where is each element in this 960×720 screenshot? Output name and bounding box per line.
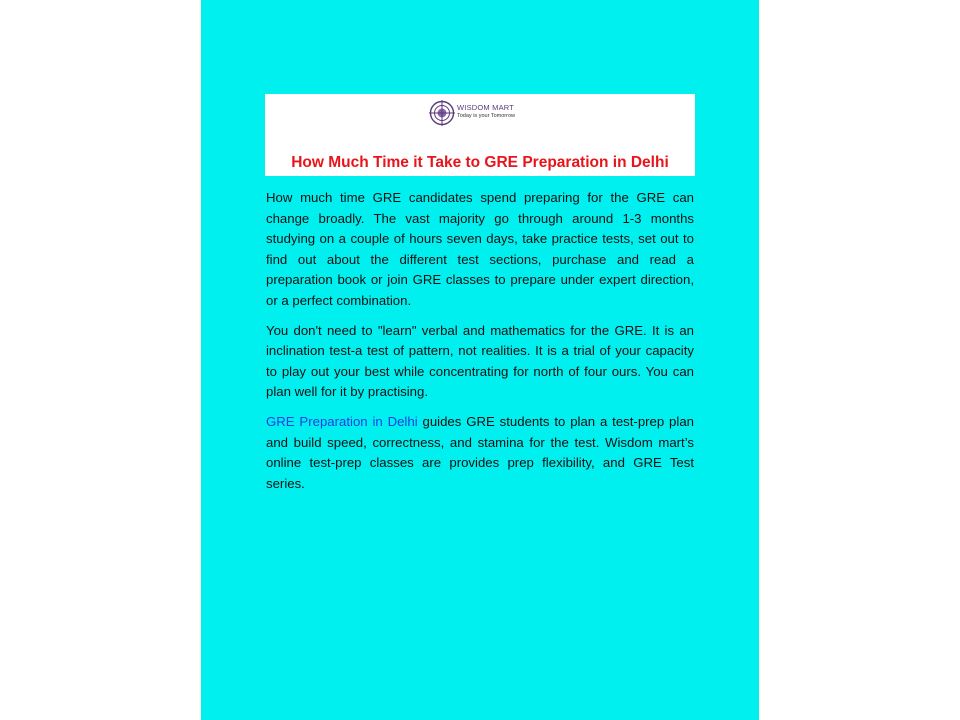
logo-tagline: Today is your Tomorrow [457, 112, 515, 119]
paragraph-2: You don't need to "learn" verbal and mathematics for the GRE. It is an inclination test-a test of pattern, not realities. It is a trial of your capacity to play out your best while concentrating for north of four ours. You can plan well for it by practising. [266, 322, 694, 399]
paragraph-3 [266, 412, 694, 494]
target-icon [429, 100, 455, 126]
logo [429, 98, 539, 128]
paragraph-3-text: guides GRE students to plan a test-prep plan and build speed, correctness, and stamina for the test. Wisdom mart’s online test-prep classes are provides prep flexibility, and GRE Test series. [266, 414, 694, 491]
gre-preparation-link[interactable]: GRE Preparation in Delhi [266, 414, 418, 429]
document-page [201, 0, 759, 720]
header-banner [265, 94, 695, 176]
paragraph-1: How much time GRE candidates spend preparing for the GRE can change broadly. The vast majority go through around 1-3 months studying on a couple of hours seven days, take practice tests, set out to find out about the different test sections, purchase and read a preparation book or join GRE classes to prepare under expert direction, or a perfect combination. [266, 190, 694, 308]
page-title: How Much Time it Take to GRE Preparation in Delhi [291, 154, 669, 171]
article-body [266, 188, 694, 504]
logo-name: WISDOM MART [457, 103, 515, 112]
